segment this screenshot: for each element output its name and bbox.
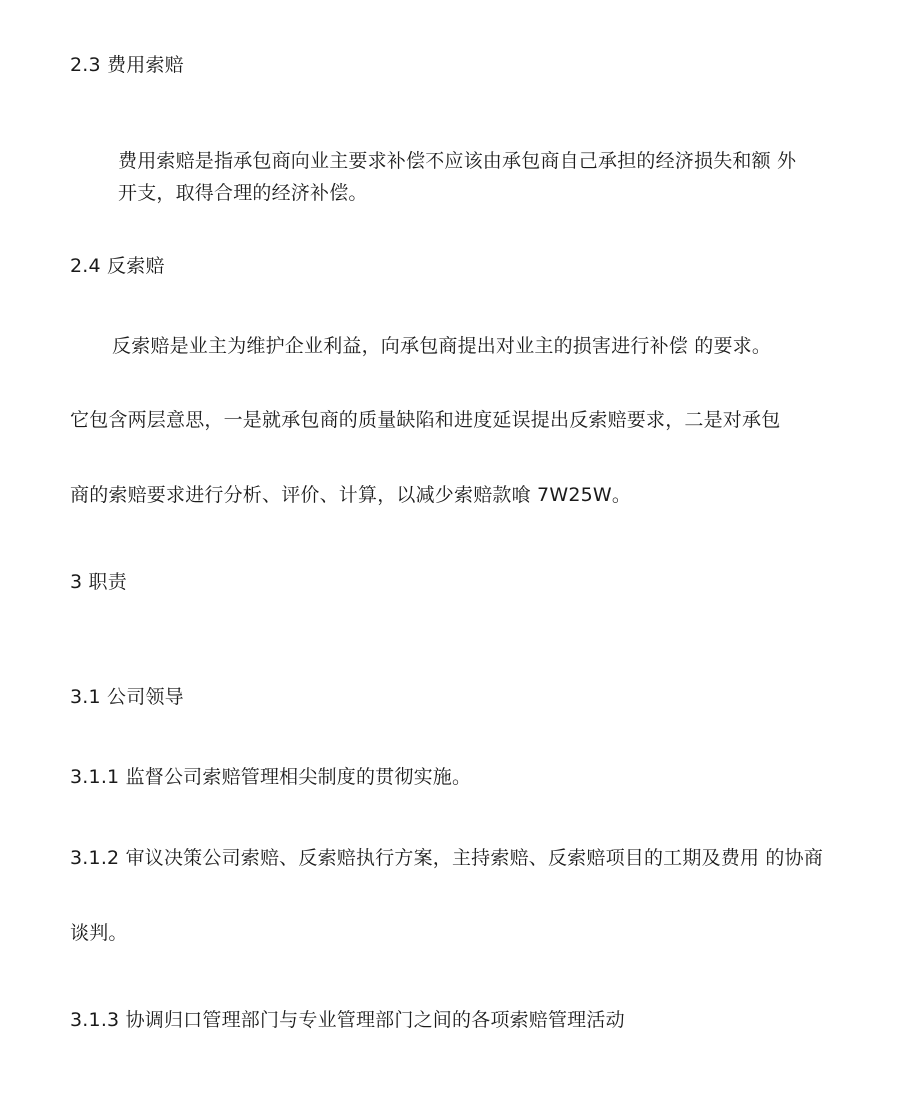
paragraph-2-4-line-1: 反索赔是业主为维护企业利益，向承包商提出对业主的损害进行补偿 的要求。 (112, 335, 772, 357)
heading-3-1: 3.1 公司领导 (70, 686, 184, 708)
paragraph-3-1-1: 3.1.1 监督公司索赔管理相尖制度的贯彻实施。 (70, 766, 472, 788)
heading-3: 3 职责 (70, 571, 127, 593)
paragraph-2-4-line-2: 它包含两层意思，一是就承包商的质量缺陷和进度延误提出反索赔要求，二是对承包 (70, 409, 781, 431)
paragraph-3-1-2-line-1: 3.1.2 审议决策公司索赔、反索赔执行方案，主持索赔、反索赔项目的工期及费用 的协商 (70, 847, 824, 869)
paragraph-3-1-3: 3.1.3 协调归口管理部门与专业管理部门之间的各项索赔管理活动 (70, 1009, 625, 1031)
paragraph-2-4-line-3: 商的索赔要求进行分析、评价、计算，以减少索赔款喰 7W25W。 (70, 484, 632, 506)
heading-2-3: 2.3 费用索赔 (70, 54, 184, 76)
paragraph-2-3-line-1: 费用索赔是指承包商向业主要求补偿不应该由承包商自己承担的经济损失和额 外 (118, 150, 797, 172)
paragraph-2-3-line-2: 开支，取得合理的经济补偿。 (118, 182, 368, 204)
paragraph-3-1-2-line-2: 谈判。 (70, 922, 128, 944)
heading-2-4: 2.4 反索赔 (70, 255, 165, 277)
